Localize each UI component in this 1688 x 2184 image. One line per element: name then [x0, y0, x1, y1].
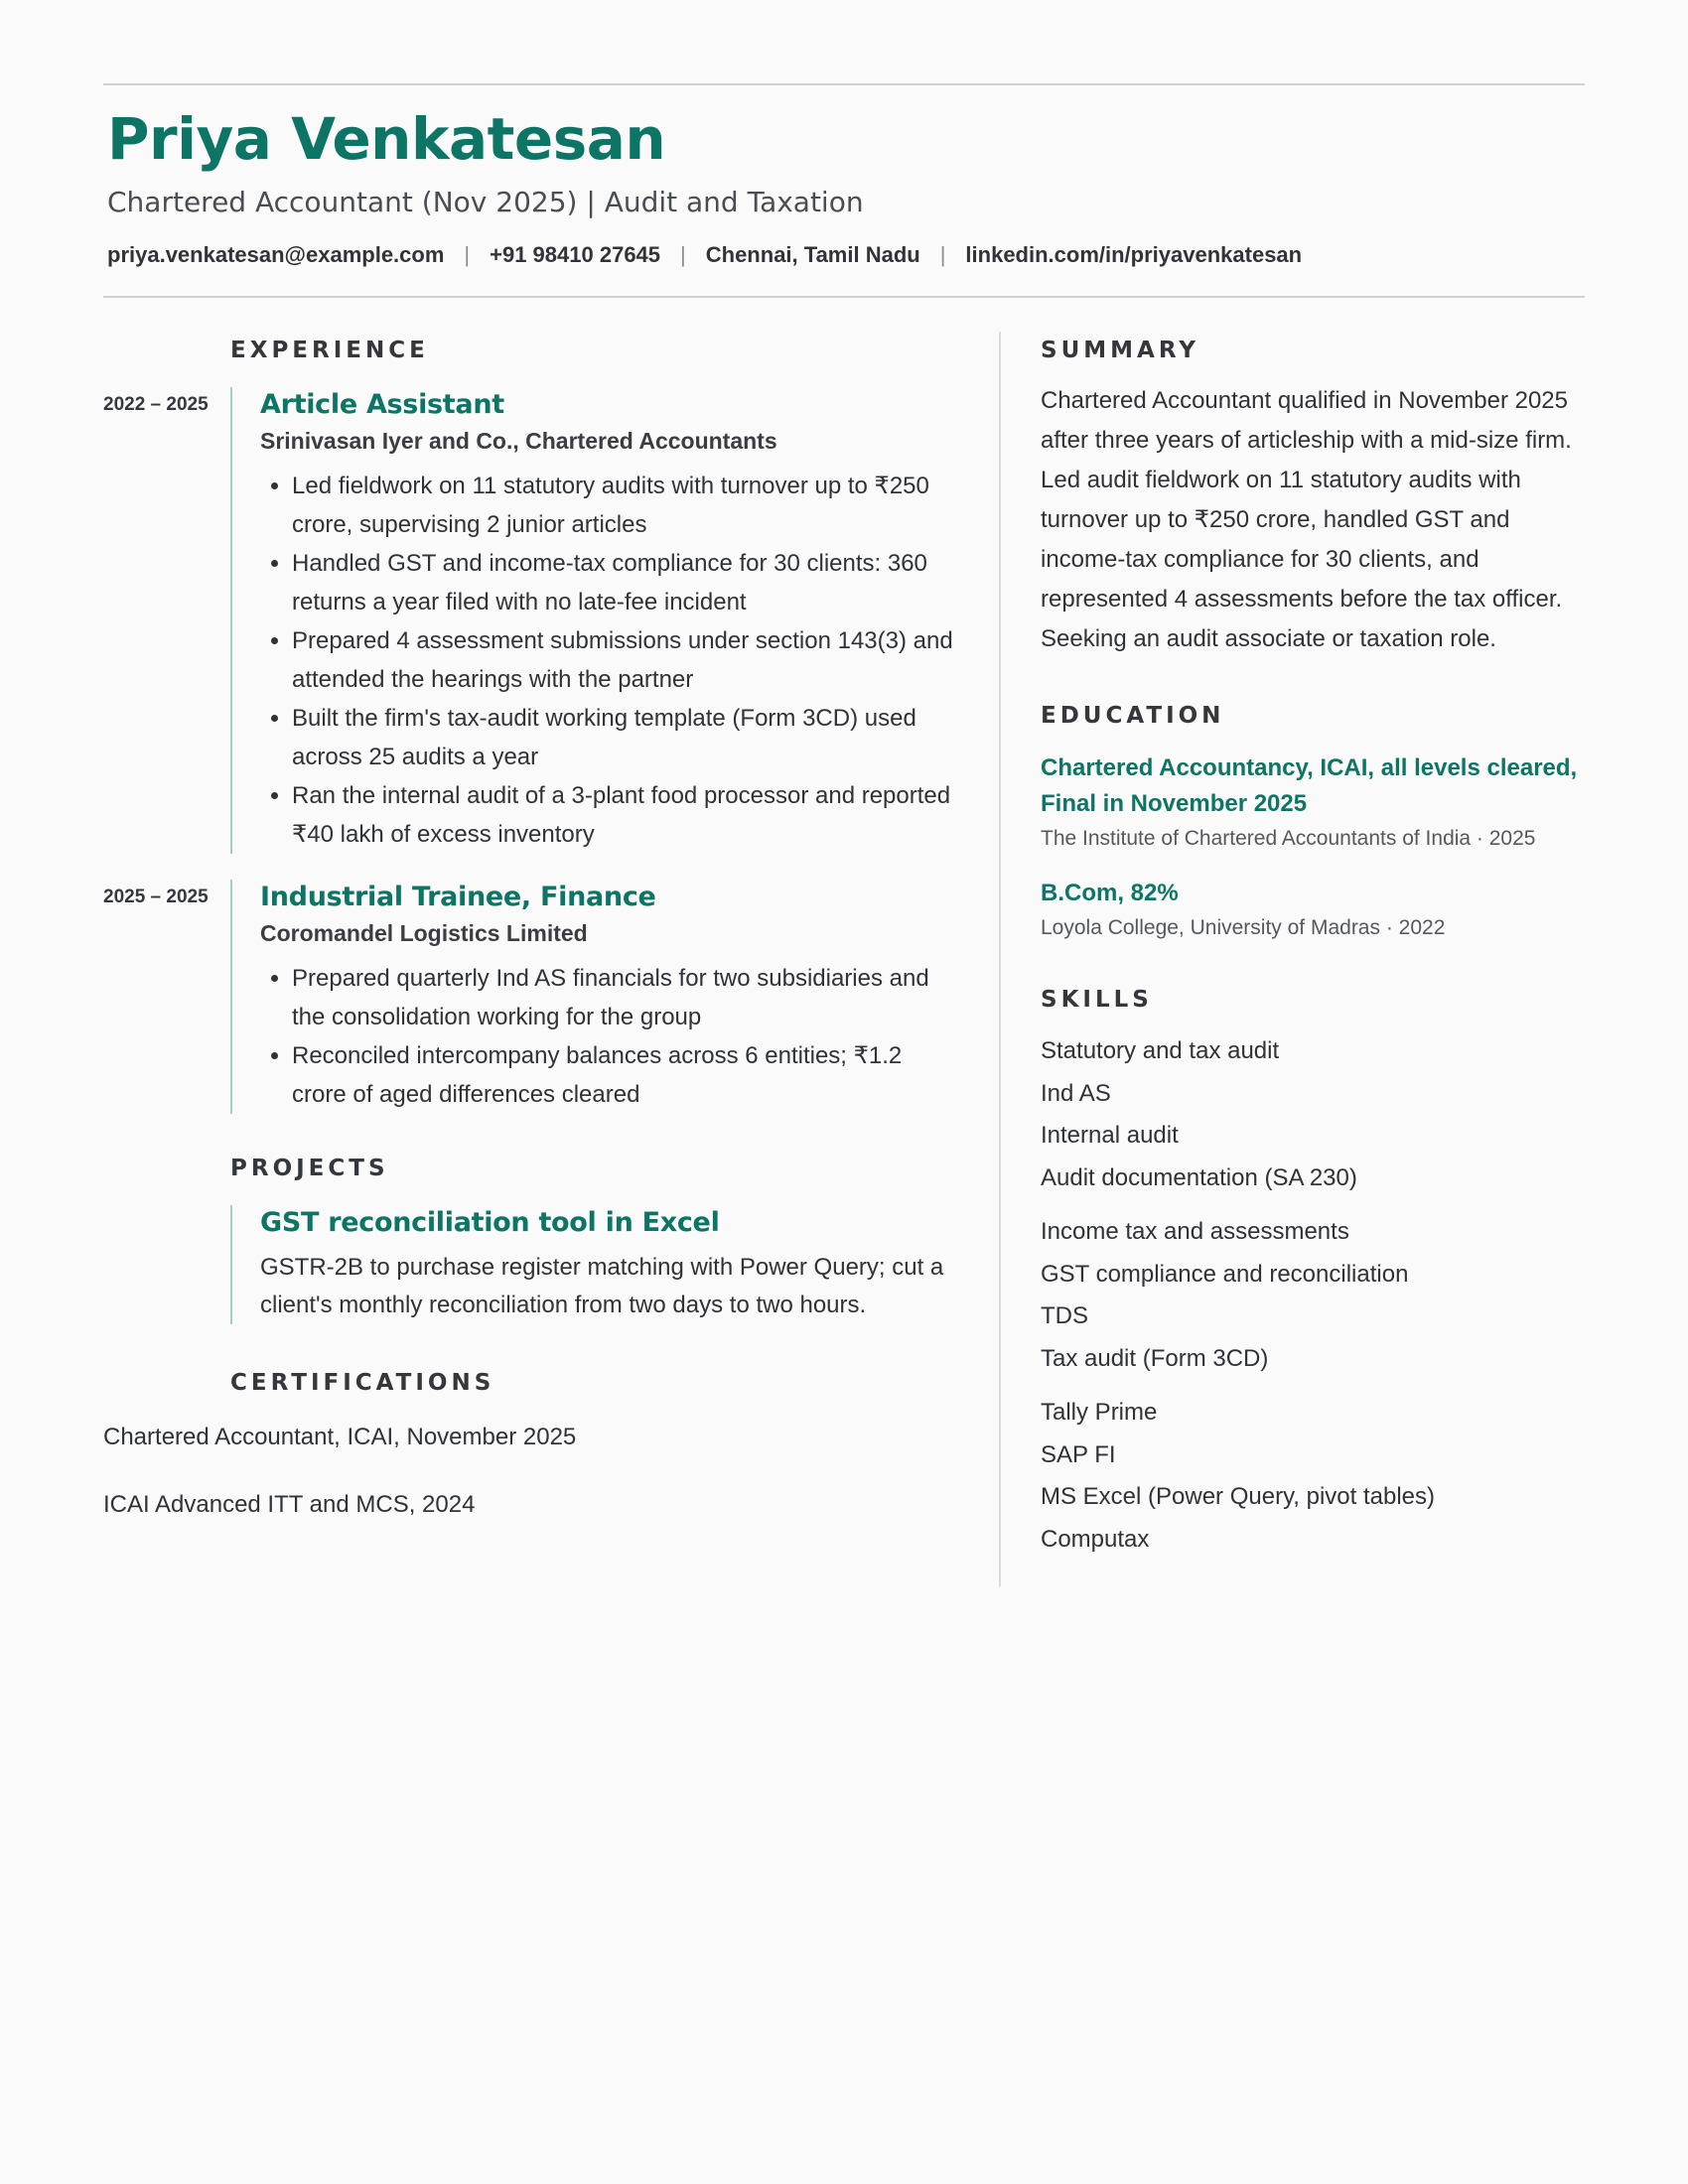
education-institution: The Institute of Chartered Accountants of India · 2025 — [1041, 827, 1536, 850]
skill-item: Tally Prime — [1041, 1399, 1158, 1426]
project-entry — [230, 1205, 957, 1324]
contact-line — [107, 240, 1581, 296]
job-company: Coromandel Logistics Limited — [260, 920, 588, 946]
skill-item: GST compliance and reconciliation — [1041, 1260, 1409, 1288]
summary-heading: SUMMARY — [1041, 338, 1199, 363]
job-entry — [103, 387, 957, 854]
job-bullet: • Led fieldwork on 11 statutory audits with turnover up to ₹250 crore, supervising 2 junior articles — [292, 467, 957, 544]
job-body — [230, 880, 957, 1114]
job-bullets — [260, 959, 957, 1114]
skill-item: SAP FI — [1041, 1440, 1116, 1468]
job-company: Srinivasan Iyer and Co., Chartered Accountants — [260, 428, 777, 454]
contact-location: Chennai, Tamil Nadu — [705, 242, 920, 267]
job-dates: 2022 – 2025 — [103, 394, 209, 415]
skill-item: Income tax and assessments — [1041, 1218, 1349, 1245]
certification-item: ICAI Advanced ITT and MCS, 2024 — [103, 1491, 476, 1518]
education-degree: B.Com, 82% — [1041, 880, 1179, 906]
right-column — [1041, 336, 1593, 1561]
job-bullet: • Prepared 4 assessment submissions under section 143(3) and attended the hearings with the partner — [292, 621, 957, 699]
skills-heading: SKILLS — [1041, 987, 1153, 1013]
contact-linkedin[interactable]: linkedin.com/in/priyavenkatesan — [965, 242, 1303, 267]
skill-item: Audit documentation (SA 230) — [1041, 1163, 1357, 1191]
contact-phone[interactable]: +91 98410 27645 — [490, 242, 661, 267]
skill-group — [1041, 1211, 1593, 1380]
job-entry — [103, 880, 957, 1114]
resume-page — [103, 83, 1585, 1553]
job-dates: 2025 – 2025 — [103, 887, 209, 907]
education-institution: Loyola College, University of Madras · 2022 — [1041, 916, 1446, 939]
job-bullet: • Handled GST and income-tax compliance for 30 clients: 360 returns a year filed with no late-fee incident — [292, 544, 957, 621]
skill-item: Ind AS — [1041, 1079, 1111, 1107]
projects-heading: PROJECTS — [230, 1156, 389, 1181]
project-title: GST reconciliation tool in Excel — [260, 1207, 720, 1238]
header-rule — [103, 296, 1585, 298]
education-heading: EDUCATION — [1041, 703, 1225, 729]
skill-item: Computax — [1041, 1525, 1150, 1553]
certification-item: Chartered Accountant, ICAI, November 2025 — [103, 1424, 577, 1450]
skill-item: TDS — [1041, 1302, 1088, 1329]
education-entry — [1041, 876, 1593, 943]
column-divider — [999, 332, 1001, 1586]
contact-separator: | — [939, 242, 946, 267]
skill-group — [1041, 1030, 1593, 1199]
job-title: Article Assistant — [260, 389, 504, 420]
contact-separator: | — [464, 242, 471, 267]
skill-item: Statutory and tax audit — [1041, 1037, 1280, 1064]
candidate-name: Priya Venkatesan — [107, 105, 666, 173]
left-column — [103, 336, 957, 1521]
education-degree: Chartered Accountancy, ICAI, all levels cleared, Final in November 2025 — [1041, 754, 1578, 817]
experience-heading: EXPERIENCE — [230, 338, 429, 363]
certifications-heading: CERTIFICATIONS — [230, 1370, 495, 1396]
job-bullet: • Built the firm's tax-audit working template (Form 3CD) used across 25 audits a year — [292, 699, 957, 776]
contact-separator: | — [680, 242, 686, 267]
job-bullet: • Reconciled intercompany balances across 6 entities; ₹1.2 crore of aged differences cleared — [292, 1036, 957, 1114]
skill-item: Internal audit — [1041, 1122, 1179, 1149]
candidate-headline: Chartered Accountant (Nov 2025) | Audit and Taxation — [107, 186, 864, 218]
resume-header — [103, 85, 1585, 296]
skill-group — [1041, 1392, 1593, 1561]
skill-item: MS Excel (Power Query, pivot tables) — [1041, 1483, 1436, 1510]
project-description: GSTR-2B to purchase register matching with Power Query; cut a client's monthly reconciliation from two days to two hours. — [260, 1254, 944, 1318]
job-bullets — [260, 467, 957, 854]
summary-text: Chartered Accountant qualified in November 2025 after three years of articleship with a mid-size firm. Led audit fieldwork on 11 statutory audits with turnover up to ₹250 crore, handled GST and income-tax compliance for 30 clients, and represented 4 assessments before the tax officer. Seeking an audit associate or taxation role. — [1041, 387, 1572, 652]
contact-email[interactable]: priya.venkatesan@example.com — [107, 242, 445, 267]
education-entry — [1041, 751, 1593, 854]
job-bullet: • Ran the internal audit of a 3-plant food processor and reported ₹40 lakh of excess inventory — [292, 776, 957, 854]
job-title: Industrial Trainee, Finance — [260, 882, 656, 912]
job-bullet: • Prepared quarterly Ind AS financials for two subsidiaries and the consolidation working for the group — [292, 959, 957, 1036]
skill-item: Tax audit (Form 3CD) — [1041, 1344, 1269, 1372]
job-body — [230, 387, 957, 854]
